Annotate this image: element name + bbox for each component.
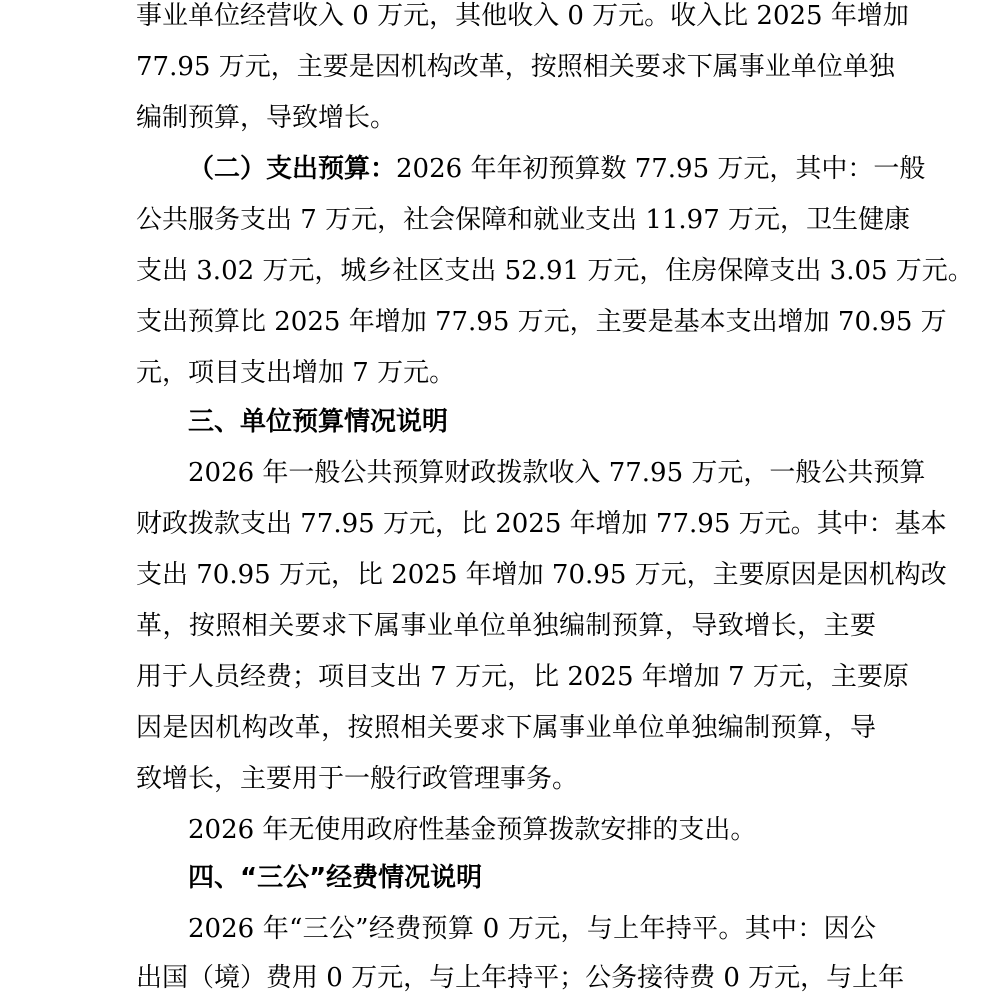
paragraph-line: 元，项目支出增加 7 万元。 (136, 358, 456, 388)
section-heading: 三、单位预算情况说明 (188, 407, 449, 437)
subsection-text: 2026 年年初预算数 77.95 万元，其中：一般 (396, 154, 926, 184)
paragraph-line: 财政拨款支出 77.95 万元，比 2025 年增加 77.95 万元。其中：基本 (136, 509, 947, 539)
paragraph-line: 2026 年“三公”经费预算 0 万元，与上年持平。其中：因公 (188, 914, 876, 944)
section-heading: 四、“三公”经费情况说明 (188, 863, 483, 893)
paragraph-line: 出国（境）费用 0 万元，与上年持平；公务接待费 0 万元，与上年 (136, 963, 905, 993)
paragraph-line: 2026 年无使用政府性基金预算拨款安排的支出。 (188, 815, 757, 845)
paragraph-line: 革，按照相关要求下属事业单位单独编制预算，导致增长，主要 (136, 611, 876, 641)
subsection-label: （二）支出预算： (188, 154, 397, 184)
paragraph-line: 编制预算，导致增长。 (136, 103, 397, 133)
paragraph-line: 支出预算比 2025 年增加 77.95 万元，主要是基本支出增加 70.95 万 (136, 307, 947, 337)
paragraph-line: 致增长，主要用于一般行政管理事务。 (136, 764, 579, 794)
paragraph-line: 因是因机构改革，按照相关要求下属事业单位单独编制预算，导 (136, 713, 876, 743)
paragraph-line: 公共服务支出 7 万元，社会保障和就业支出 11.97 万元，卫生健康 (136, 205, 911, 235)
paragraph-line: 用于人员经费；项目支出 7 万元，比 2025 年增加 7 万元，主要原 (136, 662, 909, 692)
paragraph-line: 支出 70.95 万元，比 2025 年增加 70.95 万元，主要原因是因机构改 (136, 560, 947, 590)
paragraph-line: 77.95 万元，主要是因机构改革，按照相关要求下属事业单位单独 (136, 52, 895, 82)
paragraph-line: 2026 年一般公共预算财政拨款收入 77.95 万元，一般公共预算 (188, 458, 926, 488)
paragraph-line: 事业单位经营收入 0 万元，其他收入 0 万元。收入比 2025 年增加 (136, 1, 909, 31)
subsection-line (136, 149, 926, 189)
paragraph-line: 支出 3.02 万元，城乡社区支出 52.91 万元，住房保障支出 3.05 万元。 (136, 256, 974, 286)
document-page (136, 0, 974, 993)
